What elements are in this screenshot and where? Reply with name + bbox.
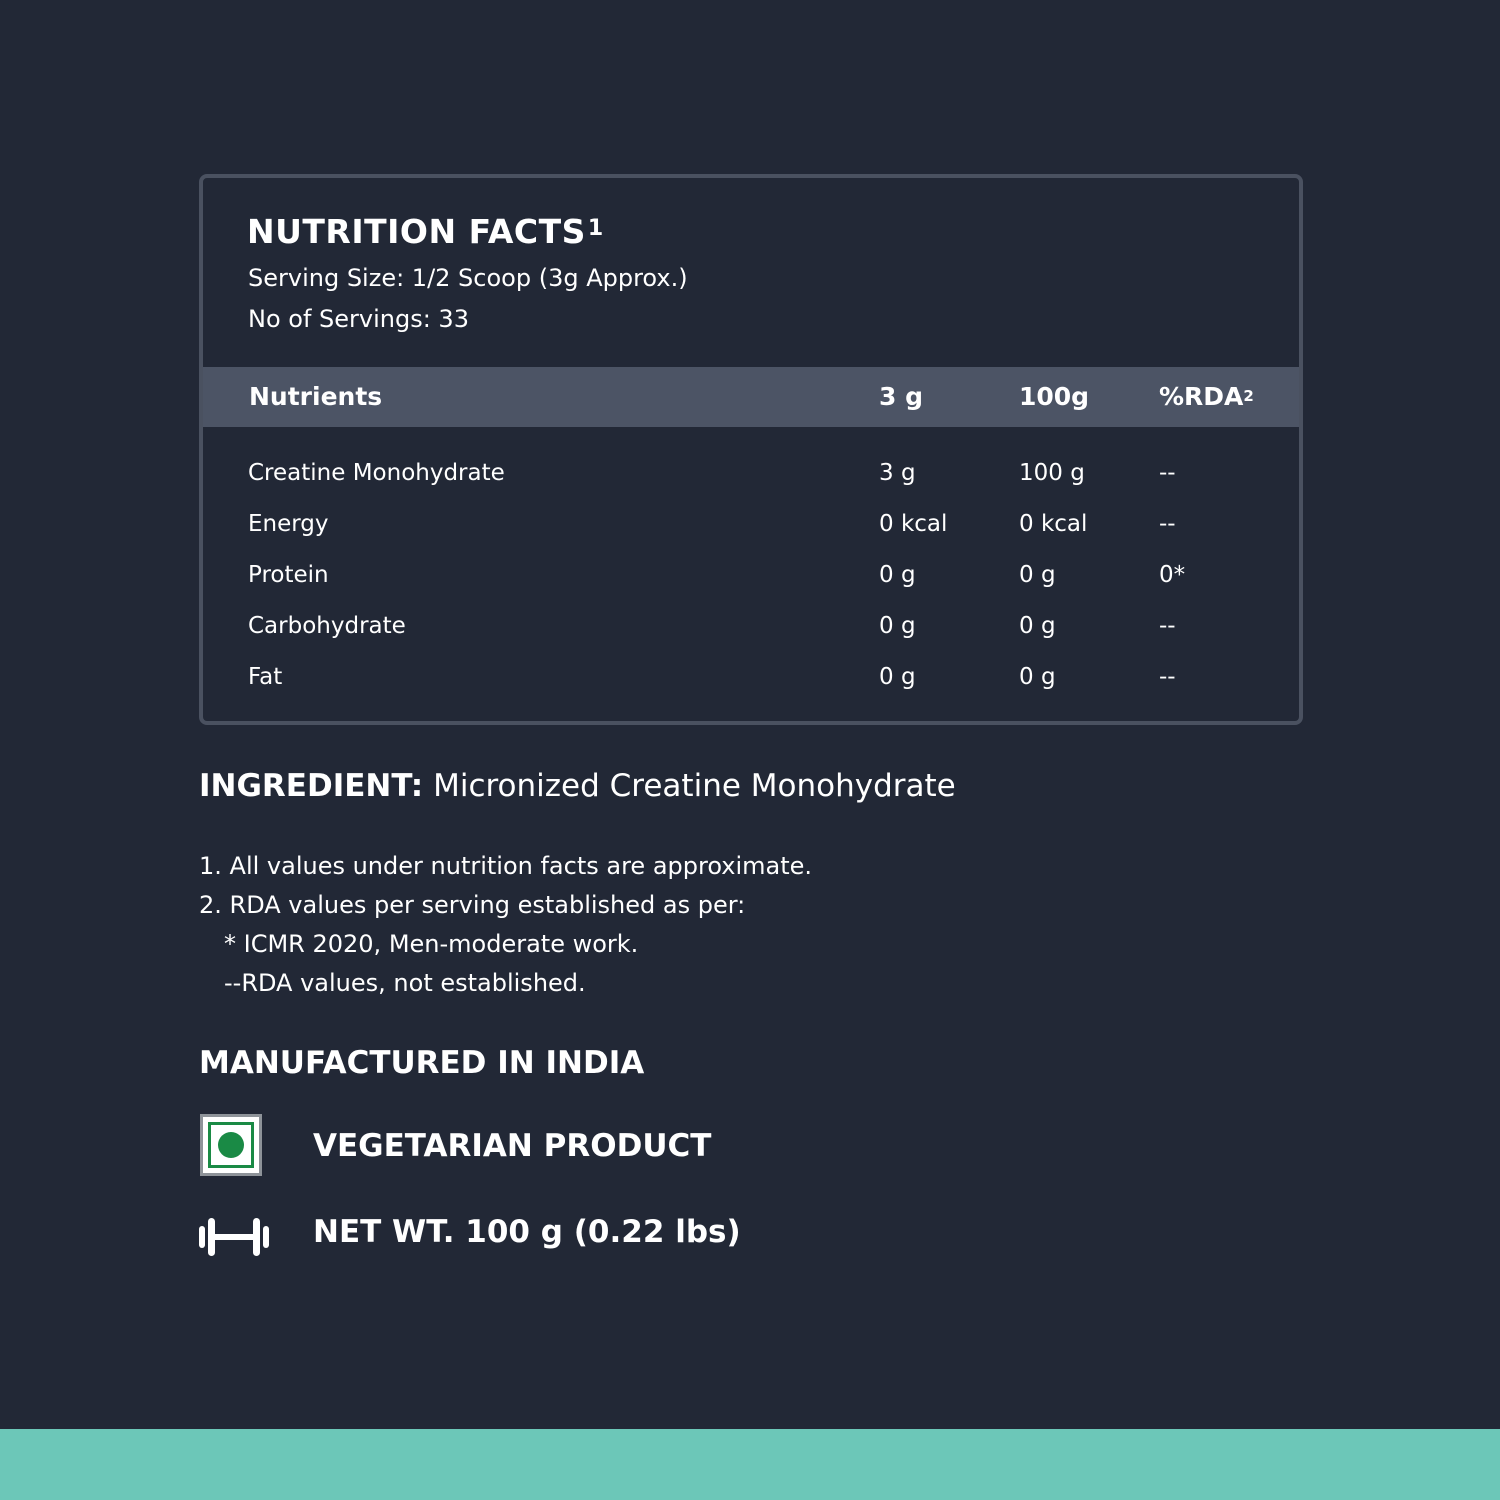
table-row [203,664,1299,704]
nutrition-facts-panel [199,174,1303,725]
nutrition-facts-title [247,212,604,251]
nutrient-name: Carbohydrate [248,613,406,639]
nutrients-table-header [203,367,1299,427]
nutrient-rda: -- [1159,664,1176,690]
net-weight-label: NET WT. 100 g (0.22 lbs) [313,1214,741,1250]
servings-count: No of Servings: 33 [248,305,469,333]
header-nutrients: Nutrients [249,382,383,411]
nutrient-per-serving: 3 g [879,460,916,486]
footnote-1: 1. All values under nutrition facts are approximate. [199,852,813,880]
nutrient-rda: -- [1159,511,1176,537]
nutrient-rda: 0* [1159,562,1186,588]
footnote-2: 2. RDA values per serving established as per: [199,891,746,919]
nutrient-rda: -- [1159,460,1176,486]
table-row [203,613,1299,653]
ingredient-line [199,768,956,804]
nutrient-name: Fat [248,664,283,690]
nutrient-per-serving: 0 g [879,664,916,690]
nutrient-per-100g: 0 g [1019,664,1056,690]
nutrient-per-100g: 0 g [1019,613,1056,639]
ingredient-value: Micronized Creatine Monohydrate [433,768,956,804]
veg-mark-dot [218,1132,244,1158]
header-rda [1159,382,1254,411]
nutrient-per-100g: 0 kcal [1019,511,1088,537]
footer-color-strip [0,1429,1500,1500]
nutrient-name: Energy [248,511,329,537]
nutrition-facts-title-text: NUTRITION FACTS [247,212,586,251]
veg-mark-border [208,1122,254,1168]
nutrient-per-serving: 0 g [879,613,916,639]
nutrient-rda: -- [1159,613,1176,639]
footnote-rda-not-established: --RDA values, not established. [224,969,586,997]
nutrition-facts-footnote-mark: 1 [587,216,604,241]
vegetarian-product-label: VEGETARIAN PRODUCT [313,1128,712,1164]
ingredient-label: INGREDIENT: [199,768,424,804]
dumbbell-icon [199,1216,269,1258]
table-row [203,511,1299,551]
nutrient-name: Creatine Monohydrate [248,460,505,486]
nutrient-name: Protein [248,562,329,588]
header-per-100g: 100g [1019,382,1090,411]
header-per-serving: 3 g [879,382,923,411]
manufactured-in-india: MANUFACTURED IN INDIA [199,1045,645,1081]
table-row [203,562,1299,602]
nutrient-per-100g: 0 g [1019,562,1056,588]
table-row [203,460,1299,500]
nutrient-per-serving: 0 kcal [879,511,948,537]
header-rda-text: %RDA [1159,382,1244,411]
serving-size: Serving Size: 1/2 Scoop (3g Approx.) [248,264,688,292]
veg-mark-icon [200,1114,262,1176]
header-rda-footnote-mark: 2 [1243,387,1254,405]
footnote-icmr: * ICMR 2020, Men-moderate work. [224,930,639,958]
nutrient-per-100g: 100 g [1019,460,1085,486]
nutrient-per-serving: 0 g [879,562,916,588]
